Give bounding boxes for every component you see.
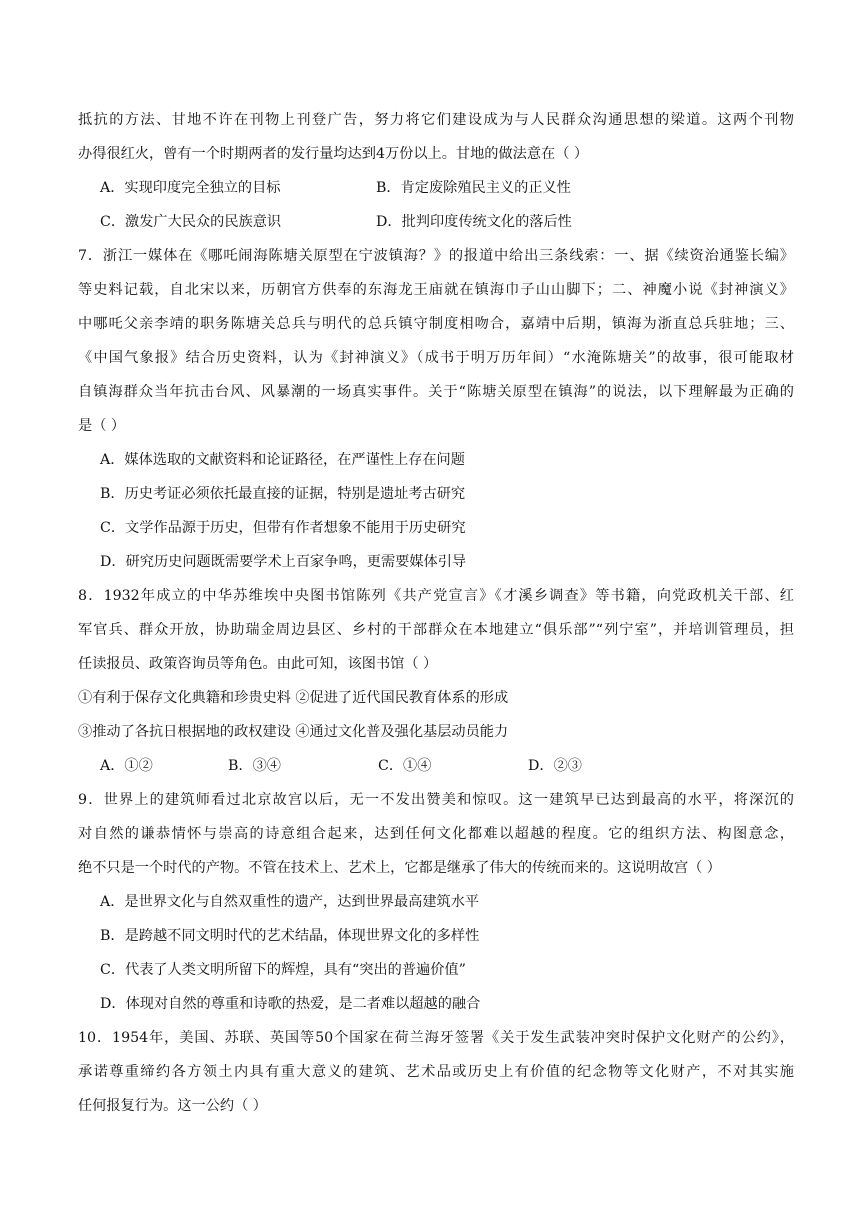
q7-stem-line-2: 等史料记载，自北宋以来，历朝官方供奉的东海龙王庙就在镇海巾子山山脚下；二、神魔小说《封神演义》 <box>78 282 794 298</box>
q6-option-b[interactable]: B．肯定废除殖民主义的正义性 <box>376 180 571 196</box>
q7-option-d[interactable]: D．研究历史问题既需要学术上百家争鸣，更需要媒体引导 <box>100 554 467 570</box>
q7-option-a[interactable]: A．媒体选取的文献资料和论证路径，在严谨性上存在问题 <box>100 452 465 468</box>
q8-item-row-2: ③推动了各抗日根据地的政权建设 ④通过文化普及强化基层动员能力 <box>78 724 509 740</box>
q9-stem-line-3: 绝不只是一个时代的产物。不管在技术上、艺术上，它都是继承了伟大的传统而来的。这说明故宫（ ） <box>78 860 721 876</box>
q10-stem-line-2: 承诺尊重缔约各方领土内具有重大意义的建筑、艺术品或历史上有价值的纪念物等文化财产，不对其实施 <box>78 1064 794 1080</box>
q9-option-b[interactable]: B．是跨越不同文明时代的艺术结晶，体现世界文化的多样性 <box>100 928 480 944</box>
q7-stem-line-5: 自镇海群众当年抗击台风、风暴潮的一场真实事件。关于“陈塘关原型在镇海”的说法，以下理解最为正确的 <box>78 384 794 400</box>
q9-stem-line-1: 9．世界上的建筑师看过北京故宫以后，无一不发出赞美和惊叹。这一建筑早已达到最高的水平，将深沉的 <box>78 792 794 808</box>
q9-option-a[interactable]: A．是世界文化与自然双重性的遗产，达到世界最高建筑水平 <box>100 894 480 910</box>
q9-stem-line-2: 对自然的谦恭情怀与崇高的诗意组合起来，达到任何文化都难以超越的程度。它的组织方法、构图意念， <box>78 826 794 842</box>
q7-stem-line-1: 7．浙江一媒体在《哪吒闹海陈塘关原型在宁波镇海？》的报道中给出三条线索：一、据《续资治通鉴长编》 <box>78 248 794 264</box>
q7-stem-line-4: 《中国气象报》结合历史资料，认为《封神演义》（成书于明万历年间）“水淹陈塘关”的故事，很可能取材 <box>78 350 794 366</box>
q8-stem-line-2: 军官兵、群众开放，协助瑞金周边县区、乡村的干部群众在本地建立“俱乐部”“列宁室”，并培训管理员，担 <box>78 622 794 638</box>
q8-options-row <box>100 756 794 776</box>
q7-stem-line-6: 是（ ） <box>78 418 126 434</box>
q6-option-d[interactable]: D．批判印度传统文化的落后性 <box>376 214 572 230</box>
q8-option-a[interactable]: A．①② <box>100 758 153 774</box>
q6-options-row-2 <box>100 212 794 232</box>
q8-stem-line-3: 任读报员、政策咨询员等角色。由此可知，该图书馆（ ） <box>78 656 438 672</box>
q8-option-d[interactable]: D．②③ <box>528 758 582 774</box>
q8-stem-line-1: 8．1932年成立的中华苏维埃中央图书馆陈列《共产党宣言》《才溪乡调查》等书籍，向党政机关干部、红 <box>78 588 794 604</box>
q9-option-c[interactable]: C．代表了人类文明所留下的辉煌，具有“突出的普遍价值” <box>100 962 466 978</box>
q7-option-c[interactable]: C．文学作品源于历史，但带有作者想象不能用于历史研究 <box>100 520 466 536</box>
q6-options-row-1 <box>100 178 794 198</box>
q6-stem-line-1: 抵抗的方法、甘地不许在刊物上刊登广告，努力将它们建设成为与人民群众沟通思想的梁道。这两个刊物 <box>78 112 794 128</box>
q8-item-row-1: ①有利于保存文化典籍和珍贵史料 ②促进了近代国民教育体系的形成 <box>78 690 509 706</box>
q6-stem-line-2: 办得很红火，曾有一个时期两者的发行量均达到4万份以上。甘地的做法意在（ ） <box>78 146 589 162</box>
q10-stem-line-1: 10．1954年，美国、苏联、英国等50个国家在荷兰海牙签署《关于发生武装冲突时保护文化财产的公约》， <box>78 1030 794 1046</box>
q6-option-a[interactable]: A．实现印度完全独立的目标 <box>100 180 281 196</box>
q8-option-c[interactable]: C．①④ <box>378 758 432 774</box>
q7-stem-line-3: 中哪吒父亲李靖的职务陈塘关总兵与明代的总兵镇守制度相吻合，嘉靖中后期，镇海为浙直总兵驻地；三、 <box>78 316 794 332</box>
q6-option-c[interactable]: C．激发广大民众的民族意识 <box>100 214 282 230</box>
q7-option-b[interactable]: B．历史考证必须依托最直接的证据，特别是遗址考古研究 <box>100 486 466 502</box>
q10-stem-line-3: 任何报复行为。这一公约（ ） <box>78 1098 267 1114</box>
q9-option-d[interactable]: D．体现对自然的尊重和诗歌的热爱，是二者难以超越的融合 <box>100 996 481 1012</box>
q8-option-b[interactable]: B．③④ <box>228 758 281 774</box>
